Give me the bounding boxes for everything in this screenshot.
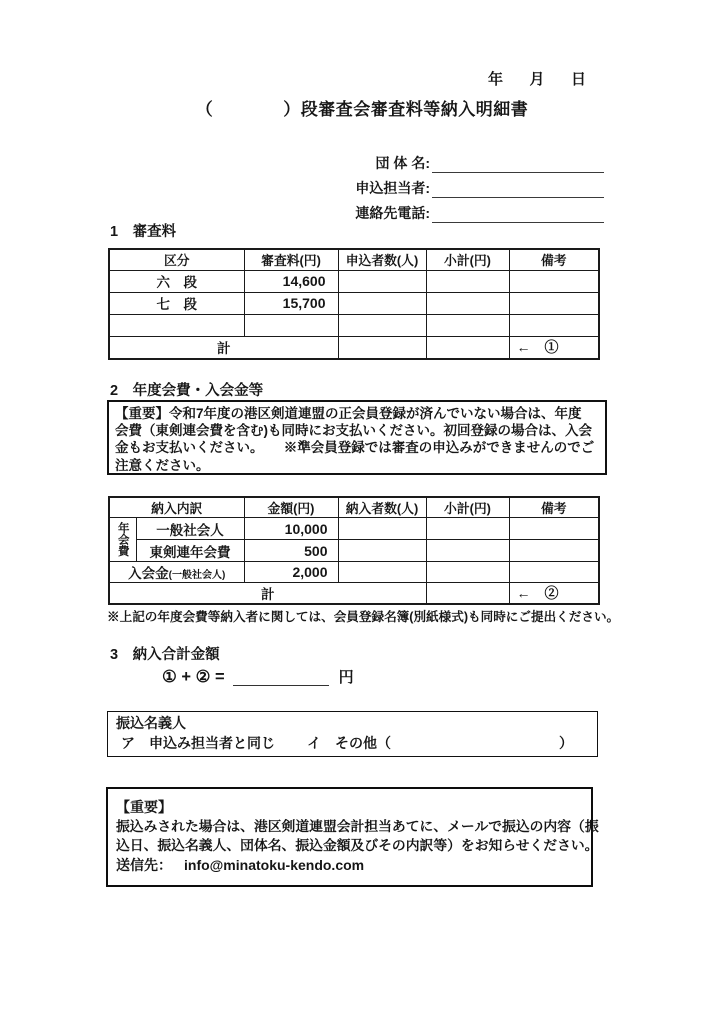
table-row-tokenren-fee [109, 540, 599, 562]
notice-line: 金もお支払いください。 ※準会員登録では審査の申込みができませんのでご [115, 440, 595, 456]
date-day-label: 日 [570, 71, 586, 88]
subtotal-cell [426, 540, 509, 562]
header-payment-breakdown: 納入内訳 [109, 497, 244, 518]
total-arrow-2-cell: ← ② [509, 583, 599, 605]
formula-blank-line [233, 664, 329, 686]
remarks-cell [509, 540, 599, 562]
header-remarks: 備考 [509, 497, 599, 518]
fee-cell: 14,600 [244, 270, 338, 292]
header-subtotal: 小計(円) [426, 249, 509, 270]
notice-line: 注意ください。 [115, 457, 210, 473]
annual-fee-header-row [109, 497, 599, 518]
notice-line: 【重要】令和7年度の港区剣道連盟の正会員登録が済んでいない場合は、年度 [115, 406, 582, 421]
rank-cell: 六 段 [109, 270, 244, 292]
date-year-label: 年 [488, 71, 504, 88]
total-amount-formula [162, 664, 354, 687]
document-title: （ ）段審査会審査料等納入明細書 [195, 100, 529, 119]
date-month-label: 月 [529, 71, 545, 88]
header-applicant-count: 申込者数(人) [338, 249, 426, 270]
applicant-field-row [298, 173, 604, 198]
amount-cell: 500 [244, 540, 338, 562]
subtotal-cell [426, 314, 509, 336]
subtotal-cell [426, 562, 509, 583]
applicant-label: 申込担当者: [355, 180, 430, 196]
exam-fee-header-row [109, 249, 599, 270]
important-body-line: 振込みされた場合は、港区剣道連盟会計担当あてに、メールで振込の内容（振 [116, 819, 599, 834]
amount-cell: 2,000 [244, 562, 338, 583]
sender-email: info@minatoku-kendo.com [184, 857, 365, 873]
member-roster-footnote: ※上記の年度会費等納入者に関しては、会員登録名簿(別紙様式)も同時にご提出ください。 [107, 610, 620, 624]
section1-heading: 1 審査料 [110, 224, 177, 240]
breakdown-cell: 東剣連年会費 [136, 540, 244, 562]
remarks-cell [509, 518, 599, 540]
sender-label: 送信先： [116, 857, 172, 873]
header-remarks: 備考 [509, 249, 599, 270]
important-body-line: 込日、振込名義人、団体名、振込金額及びその内訳等）をお知らせください。 [116, 838, 599, 853]
fee-cell: 15,700 [244, 292, 338, 314]
table-row-7dan [109, 292, 599, 314]
sender-row [116, 855, 583, 875]
section2-heading: 2 年度会費・入会金等 [110, 383, 264, 399]
total-count-cell [338, 336, 426, 359]
total-arrow-1-cell: ← ① [509, 336, 599, 359]
payer-name-box [107, 711, 598, 757]
payer-count-cell [338, 540, 426, 562]
header-subtotal: 小計(円) [426, 497, 509, 518]
subtotal-cell [426, 518, 509, 540]
total-label-cell: 計 [109, 336, 338, 359]
section3-heading: 3 納入合計金額 [110, 647, 220, 663]
header-category: 区分 [109, 249, 244, 270]
admission-label: 入会金 [128, 566, 169, 581]
applicant-blank-line [432, 176, 604, 198]
payer-option-b-close-paren: ） [559, 735, 573, 751]
subtotal-cell [426, 270, 509, 292]
table-row-blank [109, 314, 599, 336]
date-line [488, 68, 586, 89]
header-payer-count: 納入者数(人) [338, 497, 426, 518]
table-row-total [109, 583, 599, 605]
amount-cell: 10,000 [244, 518, 338, 540]
breakdown-cell: 一般社会人 [136, 518, 244, 540]
payer-box-title: 振込名義人 [116, 715, 186, 731]
important-box-title: 【重要】 [116, 799, 172, 815]
applicant-count-cell [338, 292, 426, 314]
table-row-admission-fee [109, 562, 599, 583]
org-name-field-row [298, 148, 604, 173]
total-label-cell: 計 [109, 583, 426, 605]
subtotal-cell [426, 292, 509, 314]
header-exam-fee: 審査料(円) [244, 249, 338, 270]
remarks-cell [509, 292, 599, 314]
admission-label-cell [109, 562, 244, 583]
notice-line: 会費（東剣連会費を含む)も同時にお支払いください。初回登録の場合は、入会 [115, 423, 592, 439]
total-subtotal-cell [426, 336, 509, 359]
payer-options-row [116, 733, 589, 753]
registration-notice-box [107, 400, 607, 475]
transfer-important-box [106, 787, 599, 887]
phone-label: 連絡先電話: [355, 205, 430, 221]
applicant-count-cell [338, 270, 426, 292]
table-row-6dan [109, 270, 599, 292]
table-row-general-member [109, 518, 599, 540]
org-name-label: 団 体 名: [375, 155, 430, 171]
remarks-cell [509, 314, 599, 336]
annual-fee-table [108, 496, 600, 605]
header-amount: 金額(円) [244, 497, 338, 518]
annual-fee-group-label: 年会費 [109, 518, 136, 562]
fee-cell [244, 314, 338, 336]
rank-cell: 七 段 [109, 292, 244, 314]
payer-count-cell [338, 562, 426, 583]
remarks-cell [509, 562, 599, 583]
formula-text: ① + ② = [162, 668, 225, 686]
yen-unit-label: 円 [338, 669, 354, 686]
payer-option-a: ア 申込み担当者と同じ [121, 735, 275, 751]
remarks-cell [509, 270, 599, 292]
applicant-count-cell [338, 314, 426, 336]
phone-blank-line [432, 201, 604, 223]
table-row-total [109, 336, 599, 359]
total-subtotal-cell [426, 583, 509, 605]
org-name-blank-line [432, 151, 604, 173]
exam-fee-table [108, 248, 600, 360]
admission-label-small: (一般社会人) [168, 570, 226, 581]
payer-option-b: イ その他（ [307, 735, 391, 751]
rank-cell [109, 314, 244, 336]
payer-count-cell [338, 518, 426, 540]
contact-fields [298, 148, 604, 223]
phone-field-row [298, 198, 604, 223]
